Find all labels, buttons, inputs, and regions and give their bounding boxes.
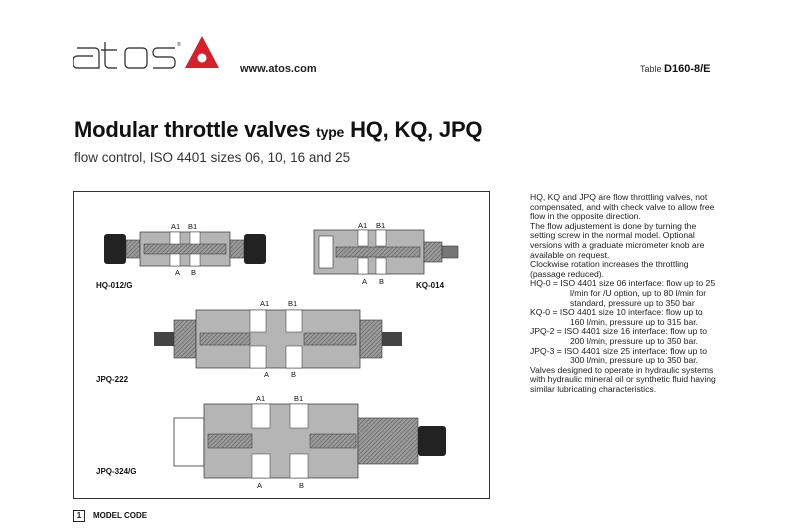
jpq2-port-b: B: [291, 370, 297, 379]
model-code-section-header: [73, 509, 147, 522]
spec-item-jpq3: JPQ-3 = ISO 4401 size 25 interface: flow up to 300 l/min, pressure up to 350 bar.: [530, 345, 707, 366]
kq-port-a1: A1: [358, 221, 368, 230]
kq-port-b: B: [379, 277, 385, 286]
section-number-box: 1: [73, 510, 85, 522]
page-subtitle: flow control, ISO 4401 sizes 06, 10, 16 and 25: [74, 150, 351, 165]
hq-012-label: HQ-012/G: [96, 281, 133, 290]
jpq-324-section: [174, 404, 446, 478]
jpq-222-label: JPQ-222: [96, 375, 129, 384]
section-label: MODEL CODE: [93, 511, 148, 520]
hq-port-b: B: [191, 268, 197, 277]
valve-sections-drawing: [74, 192, 491, 500]
jpq3-port-a1: A1: [256, 394, 266, 403]
title-models: HQ, KQ, JPQ: [350, 117, 483, 142]
description-paragraph: Clockwise rotation increases the throttling (passage reduced).: [530, 259, 689, 279]
jpq3-port-b1: B1: [294, 394, 304, 403]
spec-item-kq: KQ-0 = ISO 4401 size 10 interface: flow up to 160 l/min, pressure up to 315 bar.: [530, 307, 703, 327]
svg-text:®: ®: [177, 42, 181, 48]
title-type-word: type: [316, 124, 345, 140]
kq-port-b1: B1: [376, 221, 386, 230]
description-closing: Valves designed to operate in hydraulic systems with hydraulic mineral oil or synthetic fluid having similar lubricating characteristics.: [530, 364, 716, 394]
jpq2-port-a: A: [264, 370, 270, 379]
spec-item-hq: HQ-0 = ISO 4401 size 06 interface: flow up to 25 l/min for /U option, up to 80 l/min for standard, pressure up to 350 bar: [530, 278, 716, 308]
hq-port-a1: A1: [171, 222, 181, 231]
table-code: D160-8/E: [664, 63, 711, 75]
kq-port-a: A: [362, 277, 368, 286]
website-link[interactable]: www.atos.com: [240, 63, 317, 75]
table-prefix: Table: [640, 64, 662, 74]
jpq2-port-a1: A1: [260, 299, 270, 308]
jpq3-port-b: B: [299, 481, 305, 490]
kq-014-label: KQ-014: [416, 281, 445, 290]
jpq-324-label: JPQ-324/G: [96, 467, 137, 476]
title-main: Modular throttle valves: [74, 117, 311, 142]
jpq-222-section: [154, 310, 402, 368]
hq-port-a: A: [175, 268, 181, 277]
table-reference: [640, 63, 711, 75]
hq-port-b1: B1: [188, 222, 198, 231]
description-paragraph: HQ, KQ and JPQ are flow throttling valves, not compensated, and with check valve to allow free flow in the opposite direction.: [530, 192, 715, 222]
jpq3-port-a: A: [257, 481, 263, 490]
kq-014-section: [314, 230, 458, 274]
hq-012-section: [104, 232, 266, 266]
description-column: [530, 193, 718, 394]
page-title: [74, 117, 482, 143]
description-paragraph: The flow adjustement is done by turning the setting screw in the normal model. Optional versions with a graduate micrometer knob are available on request.: [530, 220, 705, 260]
jpq2-port-b1: B1: [288, 299, 298, 308]
spec-item-jpq2: JPQ-2 = ISO 4401 size 16 interface: flow up to 200 l/min, pressure up to 350 bar.: [530, 326, 707, 346]
valve-sections-figure: [73, 191, 490, 499]
atos-logo: [73, 34, 233, 74]
